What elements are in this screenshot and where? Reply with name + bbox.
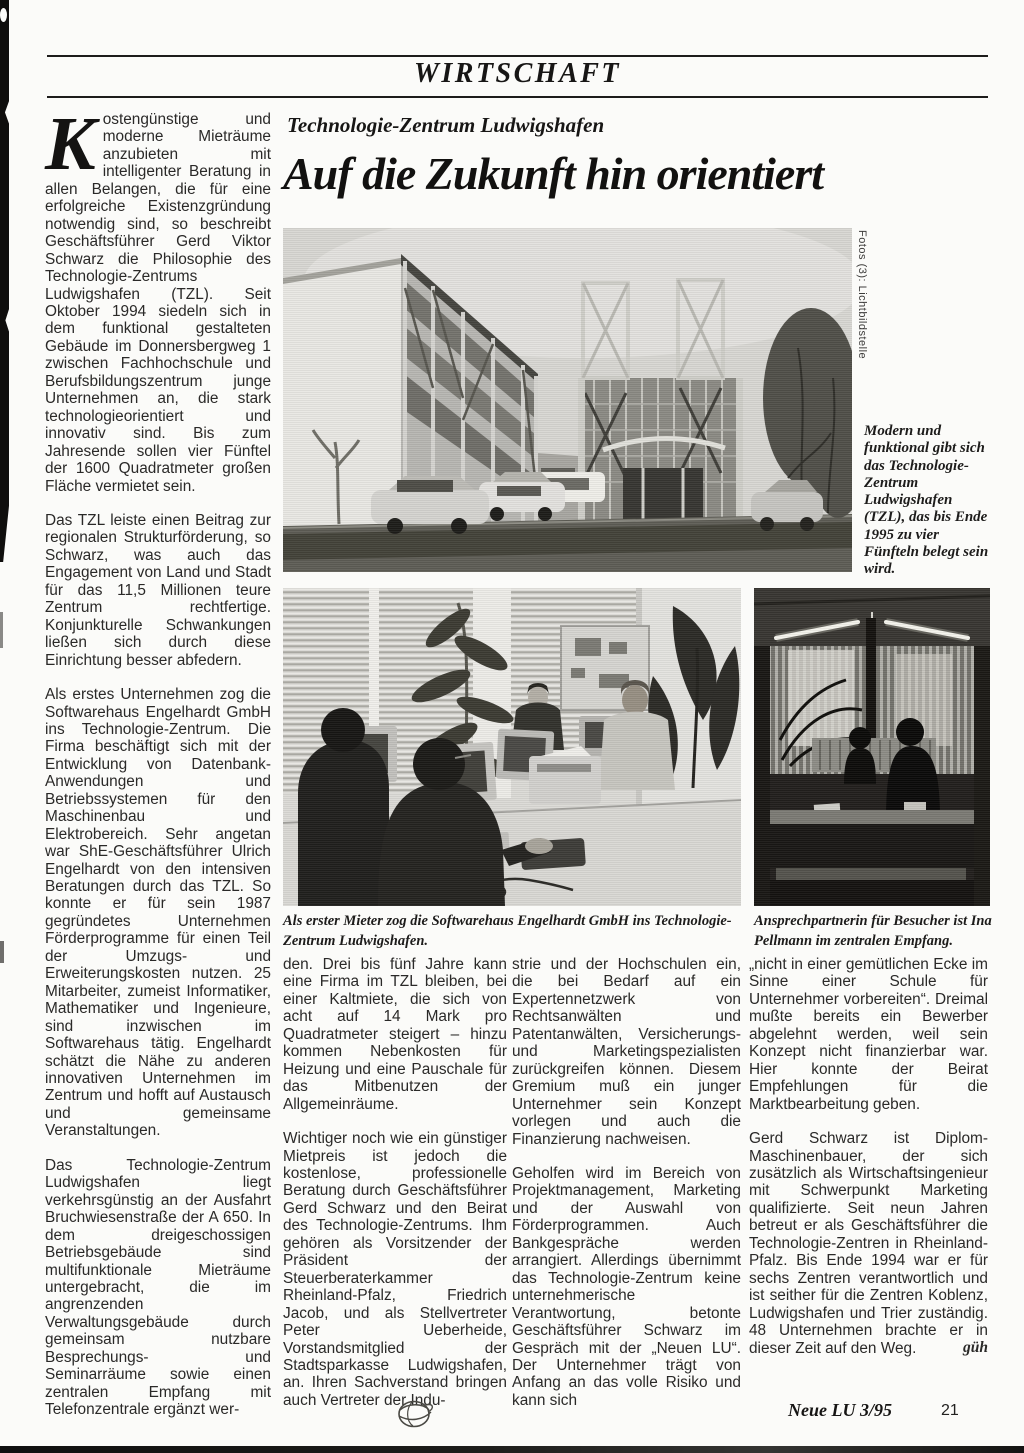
paragraph-text: Gerd Schwarz ist Diplom-Maschinenbauer, der sich zusätzlich als Wirtschaftsingenieur mit Schwerpunkt Marketing qualifizierte. Seit neun Jahren betreut er als Geschäftsführer die Technologie-Zentren in Rheinland-Pfalz. Bis Ende 1994 war er für sechs Zentren verantwortlich und ist seither für die Zentren Koblenz, Ludwigshafen und Trier zuständig. 48 Unternehmen brachte er in dieser Zeit auf den Weg. bbox=[749, 1130, 988, 1357]
article-headline: Auf die Zukunft hin orientiert bbox=[283, 148, 824, 199]
paragraph-text: ostengünstige und moderne Mieträume anzubieten mit intelligenter Beratung in allen Belangen, die für eine erfolgreiche Existenzgründung notwendig sind, so beschreibt Geschäftsführer Gerd Viktor Schwarz die Philosophie des Technologie-Zentrums Ludwigshafen (TZL). Seit Oktober 1994 siedeln sich in dem funktional gestalteten Gebäude im Donnersbergweg 1 zwischen Fachhochschule und Berufsbildungszentrum junge Unternehmen an, die stark technologieorientiert und innovativ sind. Bis zum Jahresende sollen vier Fünftel der 1600 Quadratmeter großen Fläche vermietet sein. bbox=[45, 111, 271, 495]
drop-cap: K bbox=[45, 102, 96, 186]
paragraph: den. Drei bis fünf Jahre kann eine Firma im TZL bleiben, bei einer Kaltmiete, die sich von acht auf 14 Mark pro Quadratmeter steigert – hinzu kommen Nebenkosten für Heizung und eine Pauschale für das Mitbenutzen der Allgemeinräume. bbox=[283, 956, 507, 1113]
paragraph: „nicht in einer gemütlichen Ecke im Sinne einer Schule für Unternehmer vorbereiten“. Dreimal mußte bereits ein Bewerber abgelehnt werden, weil sein Konzept nicht finanzierbar war. Hier konnte der Beirat Empfehlungen für die Marktbearbeitung geben. bbox=[749, 956, 988, 1113]
paragraph: Das Technologie-Zentrum Ludwigshafen liegt verkehrsgünstig an der Ausfahrt Bruchwiesenstraße der A 650. In dem dreigeschossigen Betriebsgebäude sind multifunktionale Mieträume untergebracht, die im angrenzenden Verwaltungsgebäude durch gemeinsam nutzbare Besprechungs- und Seminarräume sowie einen zentralen Empfang mit Telefonzentrale ergänzt wer- bbox=[45, 1156, 271, 1419]
text-column-3 bbox=[512, 956, 741, 1409]
photo-office-interior bbox=[283, 588, 741, 906]
caption-building: Modern und funktional gibt sich das Technologie-Zentrum Ludwigshafen (TZL), das bis Ende 1995 zu vier Fünfteln belegt sein wird. bbox=[864, 423, 989, 578]
magazine-edition: Neue LU 3/95 bbox=[788, 1400, 892, 1420]
paragraph: Das TZL leiste einen Beitrag zur regionalen Strukturförderung, so Schwarz, was auch das Engagement von Land und Stadt für das 11,5 Millionen teure Zentrum rechtfertige. Konjunkturelle Schwankungen ließen sich durch diese Einrichtung besser abfedern. bbox=[45, 511, 271, 669]
text-column-2 bbox=[283, 956, 507, 1409]
header-rule-bottom bbox=[47, 96, 988, 98]
article-kicker: Technologie-Zentrum Ludwigshafen bbox=[287, 113, 605, 137]
photo-credit: Fotos (3): Lichtbildstelle bbox=[856, 230, 868, 360]
section-title: WIRTSCHAFT bbox=[413, 58, 622, 89]
paragraph: Als erstes Unternehmen zog die Softwarehaus Engelhardt GmbH ins Technologie-Zentrum. Die Firma beschäftigt sich mit der Entwicklung von Datenbank-Anwendungen und Betriebssystemen für den Maschinenbau und Elektrobereich. Sehr angetan war ShE-Geschäftsführer Ulrich Engelhardt von den intensiven Beratungen durch das TZL. So konnte er für sein 1987 gegründetes Unternehmen Förderprogramme für einen Teil der Umzugs- und Erweiterungskosten nutzen. 25 Mitarbeiter, zumeist Informatiker, Mathematiker und Ingenieure, sind inzwischen im Softwarehaus tätig. Engelhardt schätzt die Nähe zu anderen innovativen Unternehmen im Zentrum und hofft auf Austausch und gemeinsame Veranstaltungen. bbox=[45, 686, 271, 1140]
header-rule-top bbox=[47, 55, 988, 57]
paragraph: strie und der Hochschulen ein, die bei Bedarf auf ein Expertennetzwerk von Rechtsanwälten und Patentanwälten, Versicherungs- und Marketingspezialisten zurückgreifen können. Diesem Gremium muß ein junger Unternehmer sein Konzept vorlegen und auch die Finanzierung nachweisen. bbox=[512, 956, 741, 1148]
globe-doodle-icon bbox=[395, 1395, 435, 1438]
reception-photo-illustration bbox=[754, 588, 990, 906]
paragraph bbox=[749, 1130, 988, 1357]
scan-artifact-notch bbox=[0, 8, 7, 22]
paragraph bbox=[45, 102, 271, 495]
building-photo-illustration bbox=[283, 228, 852, 572]
text-column-1 bbox=[45, 102, 271, 1419]
scan-artifact-mark bbox=[0, 612, 3, 648]
photo-reception bbox=[754, 588, 990, 906]
office-photo-illustration bbox=[283, 588, 741, 906]
photo-building-exterior bbox=[283, 228, 852, 572]
paragraph: Wichtiger noch wie ein günstiger Mietpreis ist jedoch die kostenlose, professionelle Beratung durch Geschäftsführer Gerd Schwarz und den Beirat des Technologie-Zentrums. Ihm gehören als Vorsitzender der Präsident der Steuerberaterkammer Rheinland-Pfalz, Friedrich Jacob, und als Stellvertreter Peter Ueberheide, Vorstandsmitglied der Stadtsparkasse Ludwigshafen, an. Ihren Sachverstand bringen auch Vertreter der Indu- bbox=[283, 1130, 507, 1409]
scan-artifact-left-bar bbox=[0, 0, 9, 562]
text-column-4 bbox=[749, 956, 988, 1357]
author-initials: güh bbox=[963, 1338, 988, 1356]
scan-artifact-bottom-bar bbox=[0, 1446, 1024, 1453]
caption-office: Als erster Mieter zog die Softwarehaus Engelhardt GmbH ins Technologie-Zentrum Ludwigshafen. bbox=[283, 913, 732, 949]
caption-reception: Ansprechpartnerin für Besucher ist Ina Pellmann im zentralen Empfang. bbox=[754, 913, 992, 949]
page-number: 21 bbox=[941, 1402, 959, 1419]
scan-artifact-mark bbox=[0, 941, 4, 963]
paragraph: Geholfen wird im Bereich von Projektmanagement, Marketing und der Auswahl von Förderprogrammen. Auch Bankgespräche werden arrangiert. Allerdings übernimmt das Technologie-Zentrum keine unternehmerische Verantwortung, betonte Geschäftsführer Schwarz im Gespräch mit der „Neuen LU“. Der Unternehmer trägt von Anfang an das volle Risiko und kann sich bbox=[512, 1164, 741, 1409]
